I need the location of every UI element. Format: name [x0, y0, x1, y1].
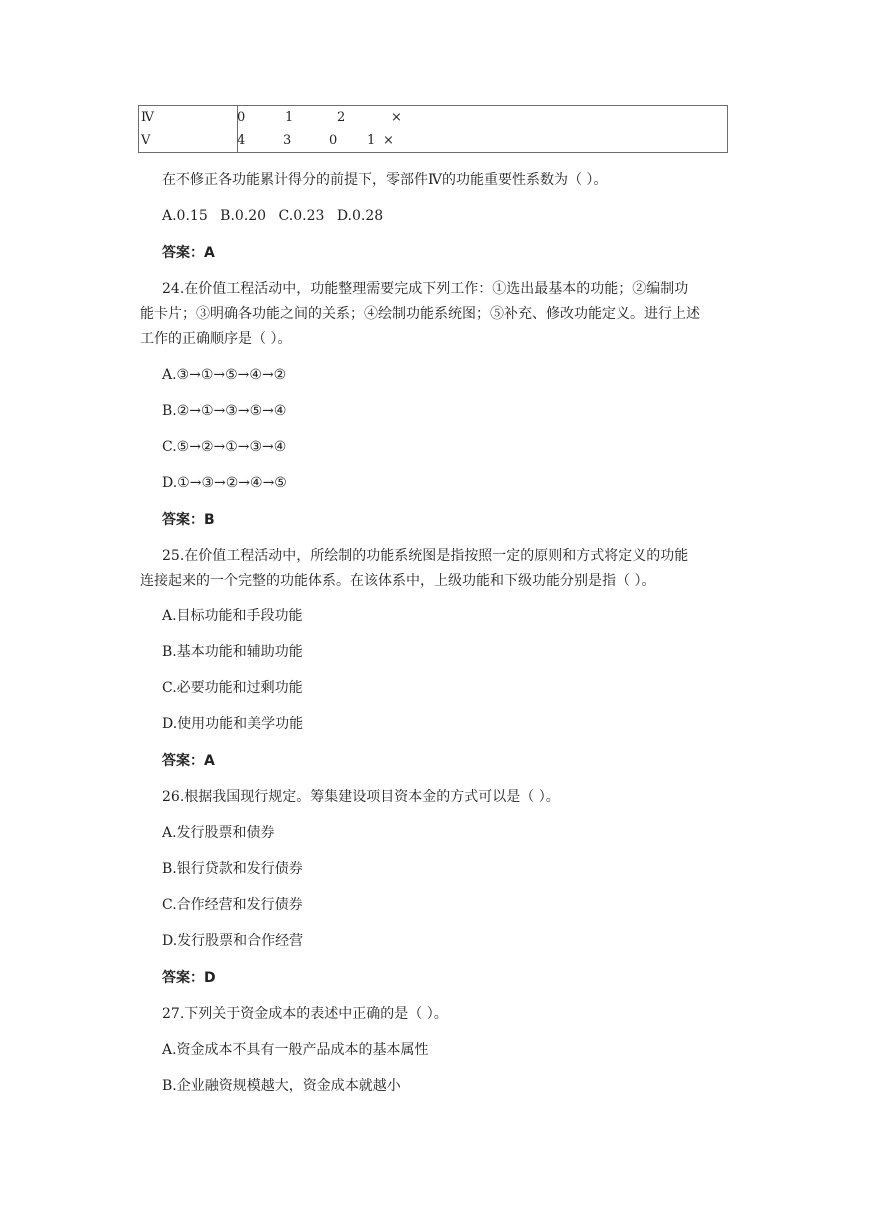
question-stem-cont: 连接起来的一个完整的功能体系。在该体系中，上级功能和下级功能分别是指（ ）。 — [140, 573, 656, 589]
question-stem: 27.下列关于资金成本的表述中正确的是（ ）。 — [162, 1006, 448, 1022]
options-line: A.0.15 B.0.20 C.0.23 D.0.28 — [162, 208, 384, 224]
option-a: A.资金成本不具有一般产品成本的基本属性 — [162, 1042, 429, 1058]
option-b: B.银行贷款和发行债券 — [162, 861, 303, 877]
table-cell: 1 — [285, 110, 294, 125]
option-a: A.③→①→⑤→④→② — [162, 367, 287, 383]
option-d: D.使用功能和美学功能 — [162, 716, 304, 732]
table-cell: 4 — [237, 133, 246, 148]
table-row — [139, 129, 727, 152]
option-d: D.发行股票和合作经营 — [162, 933, 304, 949]
option-c: C.合作经营和发行债券 — [162, 897, 303, 913]
row-label: Ⅳ — [141, 110, 154, 125]
question-stem: 在不修正各功能累计得分的前提下，零部件Ⅳ的功能重要性系数为（ ）。 — [162, 172, 608, 188]
row-label: Ⅴ — [141, 133, 151, 148]
option-a: A.发行股票和债券 — [162, 825, 275, 841]
table-cell: 0 — [329, 133, 338, 148]
option-c: C.⑤→②→①→③→④ — [162, 439, 287, 455]
answer-text: 答案：A — [162, 245, 215, 261]
table-cell: 2 — [337, 110, 346, 125]
table-cell: 3 — [283, 133, 292, 148]
question-stem: 26.根据我国现行规定。筹集建设项目资本金的方式可以是（ ）。 — [162, 789, 560, 805]
function-score-table — [138, 105, 728, 153]
table-cell: × — [391, 110, 402, 125]
option-b: B.企业融资规模越大，资金成本就越小 — [162, 1078, 401, 1094]
answer-text: 答案：D — [162, 970, 216, 986]
option-b: B.基本功能和辅助功能 — [162, 644, 303, 660]
table-row — [139, 106, 727, 129]
table-cell: 1 — [367, 133, 376, 148]
option-d: D.①→③→②→④→⑤ — [162, 475, 287, 491]
table-cell: × — [383, 133, 394, 148]
table-cell: 0 — [237, 110, 246, 125]
answer-text: 答案：B — [162, 512, 215, 528]
option-a: A.目标功能和手段功能 — [162, 608, 303, 624]
option-c: C.必要功能和过剩功能 — [162, 680, 303, 696]
question-stem-cont: 能卡片；③明确各功能之间的关系；④绘制功能系统图；⑤补充、修改功能定义。进行上述 — [140, 306, 700, 322]
question-stem-cont: 工作的正确顺序是（ ）。 — [140, 331, 292, 347]
option-b: B.②→①→③→⑤→④ — [162, 403, 287, 419]
answer-text: 答案：A — [162, 753, 215, 769]
question-stem: 25.在价值工程活动中，所绘制的功能系统图是指按照一定的原则和方式将定义的功能 — [162, 548, 689, 564]
question-stem: 24.在价值工程活动中，功能整理需要完成下列工作：①选出最基本的功能；②编制功 — [162, 281, 689, 297]
